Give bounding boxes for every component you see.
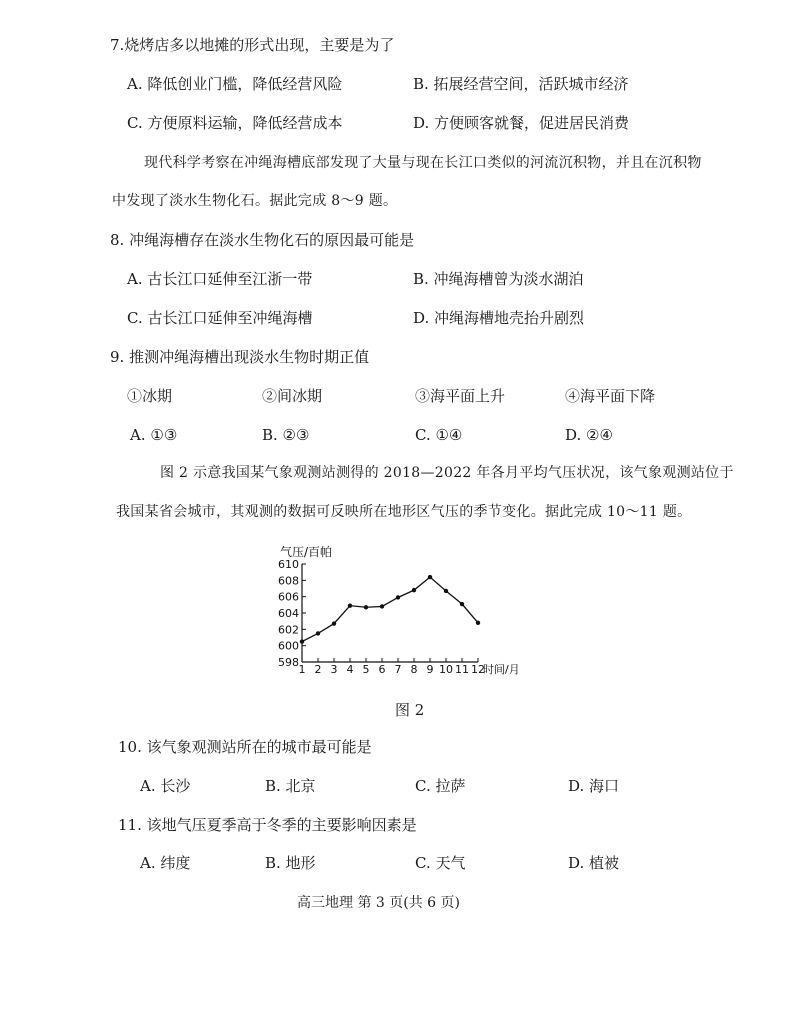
q8-option-a: A. 古长江口延伸至江浙一带 <box>127 270 313 288</box>
chart-x-tick-label: 9 <box>426 663 434 676</box>
q10-option-b: B. 北京 <box>265 777 316 795</box>
chart-y-tick-label: 598 <box>278 656 299 669</box>
q9-stem: 9. 推测冲绳海槽出现淡水生物时期正值 <box>110 348 370 366</box>
chart-data-point <box>428 575 432 579</box>
chart-x-tick-label: 2 <box>314 663 322 676</box>
chart-data-point <box>364 605 368 609</box>
q8-stem: 8. 冲绳海槽存在淡水生物化石的原因最可能是 <box>110 231 415 249</box>
chart-data-point <box>348 603 352 607</box>
q9-option-b: B. ②③ <box>262 426 310 444</box>
chart-y-tick-label: 600 <box>278 639 299 653</box>
q9-item-4: ④海平面下降 <box>565 387 656 405</box>
passage2-line1: 图 2 示意我国某气象观测站测得的 2018—2022 年各月平均气压状况，该气象观测站位于 <box>160 465 734 481</box>
q11-option-b: B. 地形 <box>265 854 316 872</box>
chart-data-point <box>444 589 448 593</box>
chart-x-tick-label: 8 <box>410 663 418 676</box>
chart-data-point <box>412 588 416 592</box>
page-footer: 高三地理 第 3 页(共 6 页) <box>297 895 460 911</box>
chart-data-point <box>300 639 304 643</box>
chart-y-tick-label: 606 <box>278 590 299 604</box>
chart-data-point <box>380 604 384 608</box>
chart-x-tick-label: 5 <box>362 663 370 676</box>
q8-option-c: C. 古长江口延伸至冲绳海槽 <box>127 309 313 327</box>
q9-option-a: A. ①③ <box>130 426 178 444</box>
q7-stem: 7.烧烤店多以地摊的形式出现，主要是为了 <box>110 36 395 54</box>
q10-option-c: C. 拉萨 <box>415 777 466 795</box>
chart-x-tick-label: 1 <box>298 663 306 676</box>
q11-option-c: C. 天气 <box>415 854 466 872</box>
q7-option-c: C. 方便原料运输，降低经营成本 <box>127 114 343 132</box>
chart-x-tick-label: 11 <box>455 663 469 676</box>
figure-caption: 图 2 <box>395 701 425 719</box>
q9-option-c: C. ①④ <box>415 426 463 444</box>
chart-y-tick-label: 608 <box>278 574 299 588</box>
passage1-line2: 中发现了淡水生物化石。据此完成 8～9 题。 <box>112 193 398 209</box>
chart-y-tick-label: 602 <box>278 623 299 637</box>
q7-option-b: B. 拓展经营空间，活跃城市经济 <box>413 75 629 93</box>
q7-option-a: A. 降低创业门槛，降低经营风险 <box>127 75 343 93</box>
q11-stem: 11. 该地气压夏季高于冬季的主要影响因素是 <box>118 816 417 834</box>
chart-x-tick-label: 3 <box>330 663 338 676</box>
q7-option-d: D. 方便顾客就餐，促进居民消费 <box>413 114 630 132</box>
chart-x-tick-label: 7 <box>394 663 402 676</box>
q8-option-b: B. 冲绳海槽曾为淡水湖泊 <box>413 270 584 288</box>
passage2-line2: 我国某省会城市，其观测的数据可反映所在地形区气压的季节变化。据此完成 10～11 题。 <box>116 504 692 520</box>
chart-y-tick-label: 604 <box>278 607 299 620</box>
chart-x-tick-label: 6 <box>378 663 386 676</box>
passage1-line1: 现代科学考察在冲绳海槽底部发现了大量与现在长江口类似的河流沉积物，并且在沉积物 <box>144 155 702 171</box>
q9-item-2: ②间冰期 <box>262 387 323 405</box>
chart-data-point <box>316 631 320 635</box>
q9-item-3: ③海平面上升 <box>415 387 506 405</box>
q11-option-d: D. 植被 <box>568 854 620 872</box>
chart-x-tick-label: 12 <box>471 663 485 676</box>
q10-stem: 10. 该气象观测站所在的城市最可能是 <box>118 738 372 756</box>
chart-series-line <box>302 577 478 642</box>
chart-x-tick-label: 4 <box>346 663 354 676</box>
chart-data-point <box>332 621 336 625</box>
q9-option-d: D. ②④ <box>565 426 613 444</box>
q8-option-d: D. 冲绳海槽地壳抬升剧烈 <box>413 309 585 327</box>
chart-x-axis-label: 时间/月 <box>483 663 520 676</box>
chart-x-tick-label: 10 <box>439 663 453 676</box>
q10-option-d: D. 海口 <box>568 777 620 795</box>
q10-option-a: A. 长沙 <box>140 777 191 795</box>
pressure-line-chart <box>270 540 540 685</box>
q9-item-1: ①冰期 <box>127 387 173 405</box>
chart-y-tick-label: 610 <box>278 558 299 571</box>
chart-data-point <box>460 602 464 606</box>
chart-y-axis-label: 气压/百帕 <box>280 545 333 559</box>
q11-option-a: A. 纬度 <box>140 854 191 872</box>
chart-data-point <box>476 621 480 625</box>
chart-data-point <box>396 595 400 599</box>
